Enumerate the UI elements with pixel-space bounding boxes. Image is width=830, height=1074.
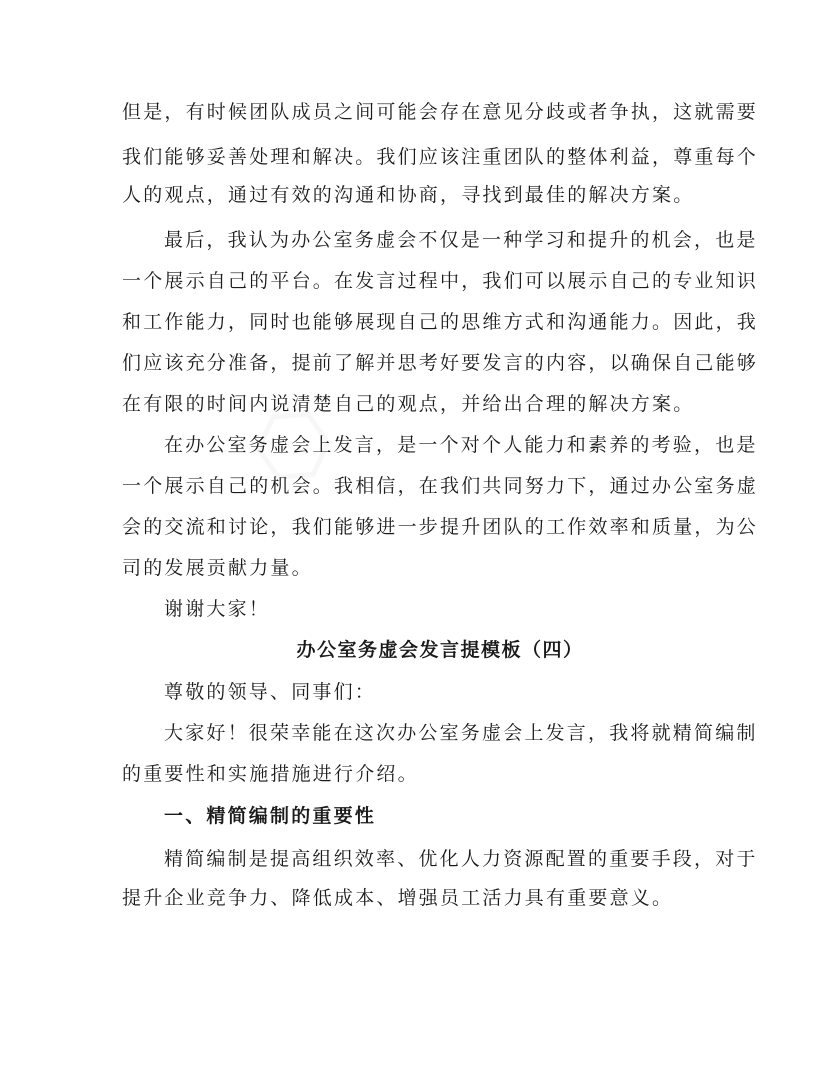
paragraph-line: 司的发展贡献力量。 xyxy=(122,557,313,579)
paragraph-line: 的重要性和实施措施进行介绍。 xyxy=(122,763,419,785)
paragraph-line: 但是，有时候团队成员之间可能会存在意见分歧或者争执，这就需要 xyxy=(122,101,759,123)
watermark: ⬡ xyxy=(230,375,360,511)
paragraph-line: 我们能够妥善处理和解决。我们应该注重团队的整体利益，尊重每个 xyxy=(122,146,759,168)
subheading: 一、精简编制的重要性 xyxy=(164,805,377,827)
paragraph-line: 精简编制是提高组织效率、优化人力资源配置的重要手段，对于 xyxy=(164,848,758,870)
paragraph-line: 最后，我认为办公室务虚会不仅是一种学习和提升的机会，也是 xyxy=(164,229,758,251)
paragraph-line: 提升企业竞争力、降低成本、增强员工活力具有重要意义。 xyxy=(122,887,674,909)
paragraph-line: 一个展示自己的平台。在发言过程中，我们可以展示自己的专业知识 xyxy=(122,270,759,292)
paragraph-line: 和工作能力，同时也能够展现自己的思维方式和沟通能力。因此，我 xyxy=(122,311,759,333)
paragraph-line: 们应该充分准备，提前了解并思考好要发言的内容，以确保自己能够 xyxy=(122,352,759,374)
paragraph-line: 在办公室务虚会上发言，是一个对个人能力和素养的考验，也是 xyxy=(164,434,758,456)
paragraph-line: 一个展示自己的机会。我相信，在我们共同努力下，通过办公室务虚 xyxy=(122,475,759,497)
section-title: 办公室务虚会发言提模板（四） xyxy=(296,639,584,661)
paragraph-line: 人的观点，通过有效的沟通和协商，寻找到最佳的解决方案。 xyxy=(122,184,695,206)
salutation: 尊敬的领导、同事们： xyxy=(164,681,377,703)
closing-line: 谢谢大家！ xyxy=(164,598,271,620)
paragraph-line: 大家好！很荣幸能在这次办公室务虚会上发言，我将就精简编制 xyxy=(164,722,758,744)
paragraph-line: 会的交流和讨论，我们能够进一步提升团队的工作效率和质量，为公 xyxy=(122,516,759,538)
paragraph-line: 在有限的时间内说清楚自己的观点，并给出合理的解决方案。 xyxy=(122,393,695,415)
